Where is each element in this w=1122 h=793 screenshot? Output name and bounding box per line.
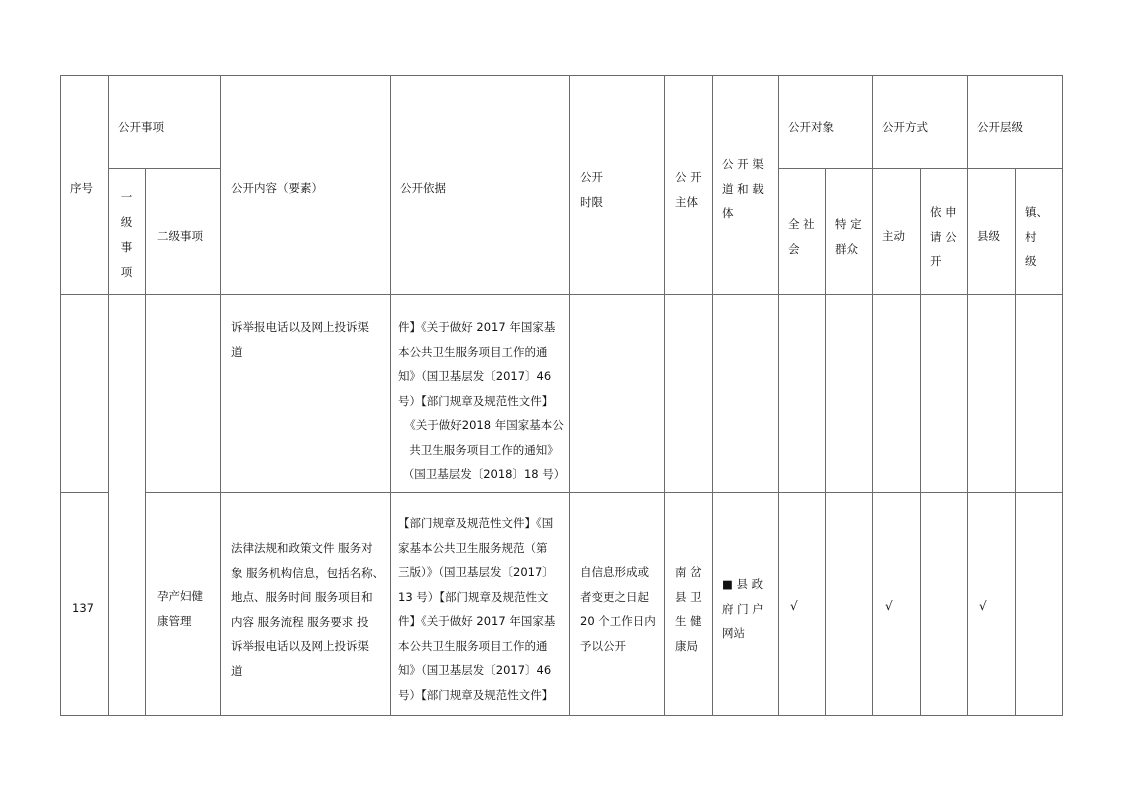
table-rule [108,75,109,716]
basis-line: 共卫生服务项目工作的通知》 [409,442,559,457]
header-level-town-village: 镇、 村 级 [1025,205,1048,268]
basis-line: 号）【部门规章及规范性文件】 [398,687,554,702]
row2-channel: ■ 县 政 府 门 户 网站 [722,577,764,640]
table-rule [60,715,1063,716]
row2-seq: 137 [72,601,94,615]
header-level: 公开层级 [977,120,1023,134]
header-level1: 一 级 事 项 [120,190,133,279]
table-rule [60,492,108,493]
row1-basis [398,315,570,487]
row2-time-limit: 自信息形成或 者变更之日起 20 个工作日内 予以公开 [580,565,656,653]
table-rule [1062,75,1063,716]
basis-line: 三版）》（国卫基层发〔2017〕 [398,565,554,579]
header-seq: 序号 [70,181,93,195]
table-rule [778,75,779,716]
row2-content: 法律法规和政策文件 服务对 象 服务机构信息，包括名称、 地点、服务时间 服务项目和 内容 服务流程 服务要求 投 诉举报电话以及网上投诉渠 道 [231,541,385,678]
basis-line: 家基本公共卫生服务规范（第 [398,540,548,555]
basis-line: 本公共卫生服务项目工作的通 [398,638,548,653]
check-mark-icon: √ [979,599,987,613]
header-time-limit: 公开 时限 [580,170,603,209]
table-rule [220,75,221,716]
header-level2: 二级事项 [157,229,203,243]
header-method: 公开方式 [882,120,928,134]
header-subject: 公 开 主体 [675,170,702,209]
table-rule [664,75,665,716]
header-target-society: 全 社 会 [788,217,815,256]
table-rule [920,168,921,716]
table-rule [60,75,61,716]
table-rule [872,75,873,716]
basis-line: 知》（国卫基层发〔2017〕46 [398,663,552,677]
row2-level2: 孕产妇健 康管理 [157,589,203,628]
table-rule [145,168,146,716]
header-channel: 公 开 渠 道 和 载 体 [722,157,764,220]
basis-line: （国卫基层发〔2018〕18 号） [402,467,566,481]
table-rule [712,75,713,716]
basis-line: 号）【部门规章及规范性文件】 [398,393,554,408]
header-target-specific: 特 定 群众 [835,217,862,256]
basis-line: 《关于做好2018 年国家基本公 [404,418,564,432]
table-rule [825,168,826,716]
table-rule [108,168,220,169]
table-rule [60,294,1063,295]
table-rule [1015,168,1016,716]
row2-subject: 南 岔 县 卫 生 健 康局 [675,565,702,653]
basis-line: 知》（国卫基层发〔2017〕46 [398,369,552,383]
check-mark-icon: √ [790,599,798,613]
row1-content: 诉举报电话以及网上投诉渠 道 [231,320,369,359]
header-target: 公开对象 [788,120,834,134]
basis-line: 【部门规章及规范性文件】《国 [398,516,554,530]
header-disclosure-items: 公开事项 [118,120,164,134]
basis-line: 件】《关于做好 2017 年国家基 [398,320,556,334]
basis-line: 件】《关于做好 2017 年国家基 [398,614,556,628]
basis-line: 本公共卫生服务项目工作的通 [398,344,548,359]
table-rule [145,492,1063,493]
table-rule [390,75,391,716]
table-rule [60,75,1063,76]
header-method-active: 主动 [882,229,905,243]
header-content: 公开内容（要素） [231,181,323,195]
check-mark-icon: √ [885,599,893,613]
basis-line: 13 号）【部门规章及规范性文 [398,589,549,604]
header-basis: 公开依据 [400,181,446,195]
header-level-county: 县级 [977,229,1000,243]
table-rule [967,75,968,716]
header-method-apply: 依 申 请 公 开 [930,205,957,268]
row2-basis [398,511,570,707]
